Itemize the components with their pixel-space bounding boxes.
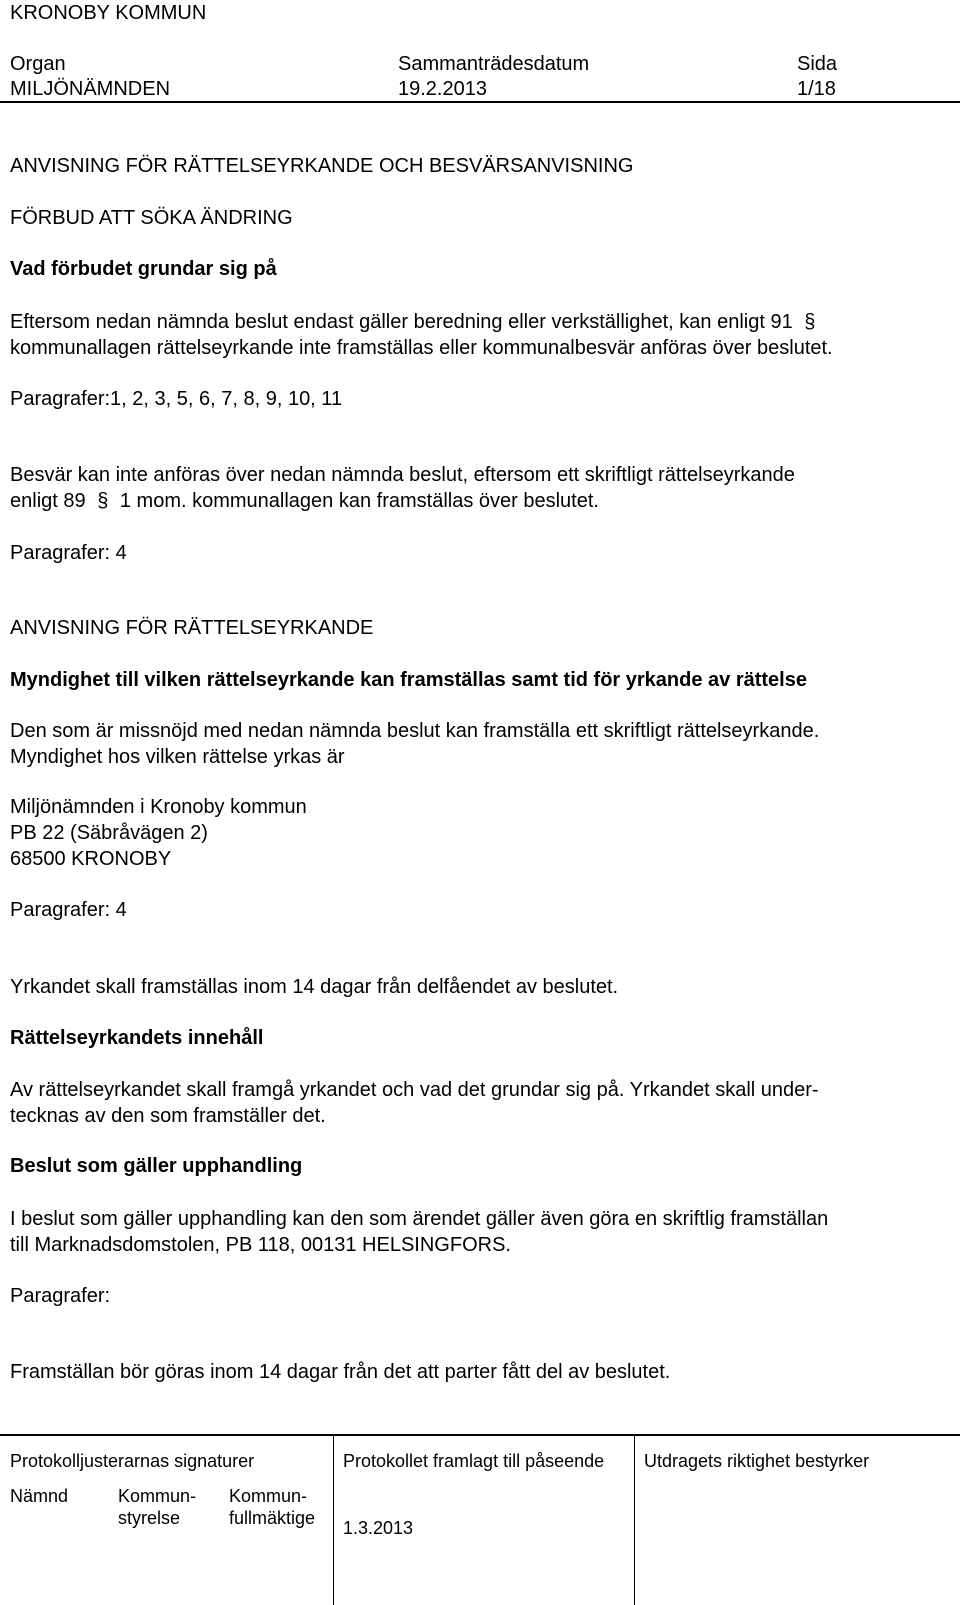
section-title-rectification: ANVISNING FÖR RÄTTELSEYRKANDE <box>10 617 374 639</box>
subheading-grounds: Vad förbudet grundar sig på <box>10 258 277 280</box>
signature-executive-line2: styrelse <box>118 1508 181 1528</box>
address-line: 68500 KRONOBY <box>10 848 172 870</box>
paragraph-list: Paragrafer: 4 <box>10 542 127 564</box>
organ-label: Organ <box>10 53 66 75</box>
footer-certified-title: Utdragets riktighet bestyrker <box>644 1451 870 1471</box>
paragraph-line: Den som är missnöjd med nedan nämnda beslut kan framställa ett skriftligt rättelseyrkande. <box>10 720 820 742</box>
header-divider <box>0 101 960 103</box>
posted-date: 1.3.2013 <box>343 1518 414 1538</box>
paragraph-list: Paragrafer: 4 <box>10 899 127 921</box>
paragraph-list: Paragrafer: <box>10 1285 111 1307</box>
section-subtitle-prohibition: FÖRBUD ATT SÖKA ÄNDRING <box>10 207 293 229</box>
paragraph-line: enligt 89 § 1 mom. kommunallagen kan framställas över beslutet. <box>10 490 599 512</box>
paragraph-line: Av rättelseyrkandet skall framgå yrkandet och vad det grundar sig på. Yrkandet skall under- <box>10 1079 819 1101</box>
signature-board: Nämnd <box>10 1486 69 1506</box>
address-line: Miljönämnden i Kronoby kommun <box>10 796 307 818</box>
section-symbol: § <box>804 311 816 333</box>
section-title-appeal-instructions: ANVISNING FÖR RÄTTELSEYRKANDE OCH BESVÄRSANVISNING <box>10 155 634 177</box>
paragraph-line: Myndighet hos vilken rättelse yrkas är <box>10 746 345 768</box>
paragraph-line: I beslut som gäller upphandling kan den som ärendet gäller även göra en skriftlig framställan <box>10 1208 829 1230</box>
meeting-date-label: Sammanträdesdatum <box>398 53 590 75</box>
footer-signatures-title: Protokolljusterarnas signaturer <box>10 1451 255 1471</box>
subheading-procurement: Beslut som gäller upphandling <box>10 1155 303 1177</box>
organ-value: MILJÖNÄMNDEN <box>10 78 171 100</box>
address-line: PB 22 (Säbråvägen 2) <box>10 822 208 844</box>
signature-council-line1: Kommun- <box>229 1486 308 1506</box>
signature-executive-line1: Kommun- <box>118 1486 197 1506</box>
signature-council-line2: fullmäktige <box>229 1508 316 1528</box>
paragraph-line: Eftersom nedan nämnda beslut endast gäller beredning eller verkställighet, kan enligt 91 § <box>10 311 816 333</box>
meeting-date-value: 19.2.2013 <box>398 78 487 100</box>
paragraph-line: kommunallagen rättelseyrkande inte framställas eller kommunalbesvär anföras över beslutet. <box>10 337 833 359</box>
paragraph-line: Besvär kan inte anföras över nedan nämnda beslut, eftersom ett skriftligt rättelseyrkande <box>10 464 795 486</box>
paragraph-line: Framställan bör göras inom 14 dagar från det att parter fått del av beslutet. <box>10 1361 671 1383</box>
subheading-content: Rättelseyrkandets innehåll <box>10 1027 264 1049</box>
paragraph-list: Paragrafer:1, 2, 3, 5, 6, 7, 8, 9, 10, 11 <box>10 388 343 410</box>
page-label: Sida <box>797 53 838 75</box>
paragraph-line: Yrkandet skall framställas inom 14 dagar från delfåendet av beslutet. <box>10 976 619 998</box>
section-symbol: § <box>97 490 109 512</box>
footer-posted-title: Protokollet framlagt till påseende <box>343 1451 605 1471</box>
footer-divider <box>0 1434 960 1436</box>
page-number: 1/18 <box>797 78 836 100</box>
municipality-name: KRONOBY KOMMUN <box>10 2 207 24</box>
paragraph-line: tecknas av den som framställer det. <box>10 1105 326 1127</box>
paragraph-line: till Marknadsdomstolen, PB 118, 00131 HELSINGFORS. <box>10 1234 511 1256</box>
footer-column-divider <box>634 1436 635 1605</box>
footer-column-divider <box>333 1436 334 1605</box>
subheading-authority: Myndighet till vilken rättelseyrkande kan framställas samt tid för yrkande av rättelse <box>10 669 807 691</box>
